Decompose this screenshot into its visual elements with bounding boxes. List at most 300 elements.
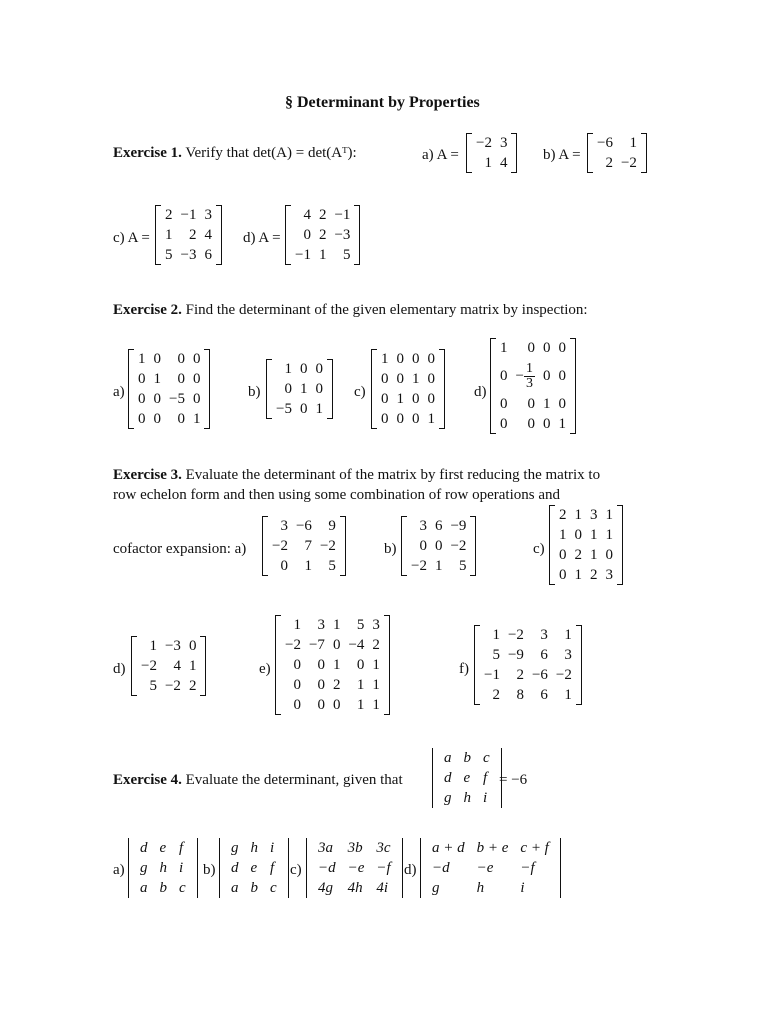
- matrix-entry: −5: [276, 401, 292, 417]
- matrix-entry: 0: [192, 391, 201, 407]
- exercise-1-formula: det(A) = det(Aᵀ):: [252, 145, 357, 161]
- matrix-entry: 1: [434, 558, 443, 574]
- ex3-c-matrix: [549, 505, 623, 585]
- matrix-entry: −f: [376, 860, 391, 876]
- matrix-entry: 1: [304, 558, 312, 574]
- matrix-row: [407, 556, 470, 576]
- left-bracket: [262, 516, 268, 576]
- matrix-entry: 1: [138, 351, 146, 367]
- matrix-entry: f: [270, 860, 275, 876]
- ex1-c-label: c) A =: [113, 230, 150, 246]
- matrix-entry: −e: [347, 860, 365, 876]
- matrix-row: [426, 838, 555, 858]
- matrix-row: [272, 379, 327, 399]
- matrix-entry: −2: [555, 667, 572, 683]
- matrix-entry: −2: [285, 637, 301, 653]
- matrix-entry: −6: [531, 667, 548, 683]
- matrix-entry: i: [270, 840, 275, 856]
- ex2-c-label: c): [354, 384, 366, 400]
- matrix-row: [312, 838, 397, 858]
- matrix-entry: −f: [520, 860, 535, 876]
- matrix-row: [134, 389, 204, 409]
- left-bracket: [285, 205, 291, 265]
- page-title: § Determinant by Properties: [285, 94, 480, 111]
- matrix-entry: 1: [427, 411, 435, 427]
- matrix-entry: g: [444, 790, 452, 806]
- right-bracket: [384, 615, 390, 715]
- matrix-entry: 5: [165, 247, 173, 263]
- matrix-entry: h: [463, 790, 471, 806]
- matrix-entry: 0: [192, 351, 201, 367]
- matrix-row: [291, 225, 354, 245]
- right-bracket: [216, 205, 222, 265]
- matrix-row: [312, 878, 397, 898]
- ex1-a-label: a) A =: [422, 147, 459, 163]
- matrix-entry: 1: [192, 411, 201, 427]
- left-bracket: [474, 625, 480, 705]
- matrix-entry: 0: [396, 371, 404, 387]
- matrix-entry: 0: [605, 547, 613, 563]
- matrix-entry: −9: [507, 647, 524, 663]
- left-bracket: [401, 516, 407, 576]
- matrix-row: [161, 205, 216, 225]
- matrix-entry: 3: [499, 135, 508, 151]
- ex1-a-matrix: [466, 133, 517, 173]
- matrix-entry: 0: [412, 351, 420, 367]
- matrix-entry: a + d: [432, 840, 465, 856]
- matrix-entry: −2: [507, 627, 524, 643]
- matrix-entry: −2: [620, 155, 637, 171]
- left-bracket: [131, 636, 137, 696]
- matrix-entry: 0: [427, 351, 435, 367]
- right-bracket: [470, 516, 476, 576]
- matrix-entry: 3: [317, 617, 325, 633]
- matrix-entry: 2: [318, 227, 327, 243]
- matrix-row: [407, 536, 470, 556]
- ex2-a-label: a): [113, 384, 125, 400]
- left-bracket: [587, 133, 593, 173]
- right-bracket: [286, 838, 289, 898]
- matrix-entry: 0: [138, 411, 146, 427]
- matrix-entry: f: [179, 840, 184, 856]
- matrix-entry: 1: [372, 697, 380, 713]
- matrix-entry: 0: [527, 396, 535, 412]
- matrix-entry: 1: [153, 371, 161, 387]
- right-bracket: [511, 133, 517, 173]
- matrix-entry: −5: [169, 391, 185, 407]
- matrix-entry: 2: [590, 567, 598, 583]
- matrix-entry: 0: [558, 368, 566, 384]
- matrix-row: [480, 685, 576, 705]
- left-bracket: [128, 349, 134, 429]
- matrix-entry: 4: [204, 227, 212, 243]
- matrix-row: [134, 409, 204, 429]
- matrix-row: [377, 389, 439, 409]
- matrix-entry: 6: [434, 518, 443, 534]
- matrix-entry: 1: [381, 351, 389, 367]
- matrix-row: [555, 565, 617, 585]
- matrix-row: [377, 349, 439, 369]
- left-bracket: [219, 838, 222, 898]
- ex2-c-matrix: [371, 349, 445, 429]
- right-bracket: [617, 505, 623, 585]
- matrix-entry: −1: [180, 207, 197, 223]
- ex4-given-value: = −6: [499, 772, 528, 788]
- ex1-d-matrix: [285, 205, 360, 265]
- matrix-row: [281, 655, 384, 675]
- matrix-entry: h: [250, 840, 258, 856]
- matrix-entry: 3: [280, 518, 288, 534]
- matrix-entry: 1: [564, 627, 572, 643]
- matrix-entry: a: [231, 880, 239, 896]
- matrix-entry: 1: [293, 617, 301, 633]
- matrix-row: [555, 525, 617, 545]
- matrix-row: [480, 665, 576, 685]
- matrix-entry: 3: [564, 647, 572, 663]
- matrix-entry: 4: [499, 155, 508, 171]
- matrix-entry: 0: [396, 411, 404, 427]
- matrix-entry: 0: [315, 381, 323, 397]
- matrix-row: [134, 349, 204, 369]
- ex2-b-matrix: [266, 359, 333, 419]
- matrix-entry: 5: [458, 558, 467, 574]
- right-bracket: [570, 338, 576, 434]
- matrix-entry: 5: [492, 647, 500, 663]
- matrix-entry: 0: [559, 567, 567, 583]
- matrix-row: [291, 205, 354, 225]
- matrix-entry: g: [432, 880, 440, 896]
- exercise-2-prompt: [113, 302, 588, 319]
- matrix-entry: 6: [540, 687, 548, 703]
- matrix-entry: i: [483, 790, 488, 806]
- ex3-e-matrix: [275, 615, 390, 715]
- matrix-row: [134, 858, 192, 878]
- matrix-entry: 1: [188, 658, 197, 674]
- matrix-entry: 1: [332, 617, 341, 633]
- right-bracket: [195, 838, 198, 898]
- matrix-entry: 5: [356, 617, 365, 633]
- matrix-row: [134, 838, 192, 858]
- matrix-entry: 1: [356, 697, 365, 713]
- matrix-entry: b: [463, 750, 471, 766]
- matrix-row: [438, 748, 496, 768]
- matrix-entry: 4g: [318, 880, 333, 896]
- ex3-a-matrix: [262, 516, 346, 576]
- matrix-entry: a: [444, 750, 452, 766]
- exercise-1-prompt: [113, 145, 357, 162]
- matrix-entry: b + e: [476, 840, 509, 856]
- matrix-entry: 1: [590, 527, 598, 543]
- matrix-entry: 0: [412, 391, 420, 407]
- matrix-entry: 0: [558, 396, 566, 412]
- left-bracket: [128, 838, 131, 898]
- ex4-a-determinant: [128, 838, 198, 898]
- right-bracket: [558, 838, 561, 898]
- matrix-row: [137, 676, 200, 696]
- ex2-d-matrix: [490, 338, 576, 434]
- matrix-entry: 1: [574, 567, 582, 583]
- ex4-b-label: b): [203, 862, 216, 878]
- matrix-entry: a: [140, 880, 148, 896]
- matrix-entry: 1: [318, 247, 327, 263]
- matrix-entry: 3: [590, 507, 598, 523]
- matrix-entry: h: [159, 860, 167, 876]
- exercise-4-text: Evaluate the determinant, given that: [185, 772, 403, 788]
- matrix-entry: −1: [295, 247, 311, 263]
- ex4-b-determinant: [219, 838, 289, 898]
- exercise-2-text: Find the determinant of the given elementary matrix by inspection:: [185, 302, 588, 318]
- matrix-entry: 1: [484, 155, 492, 171]
- matrix-row: [281, 695, 384, 715]
- matrix-row: [281, 675, 384, 695]
- matrix-entry: 0: [138, 391, 146, 407]
- matrix-entry: 4: [173, 658, 181, 674]
- matrix-entry: 3b: [347, 840, 363, 856]
- matrix-entry: −2: [272, 538, 288, 554]
- matrix-entry: −7: [308, 637, 325, 653]
- ex3-f-matrix: [474, 625, 582, 705]
- matrix-row: [480, 625, 576, 645]
- exercise-1-heading: Exercise 1.: [113, 145, 182, 161]
- right-bracket: [327, 359, 333, 419]
- matrix-entry: −6: [295, 518, 312, 534]
- matrix-entry: 1: [149, 638, 157, 654]
- ex1-b-matrix: [587, 133, 647, 173]
- matrix-entry: 0: [332, 637, 341, 653]
- left-bracket: [155, 205, 161, 265]
- matrix-entry: 2: [492, 687, 500, 703]
- matrix-entry: d: [444, 770, 452, 786]
- matrix-entry: 0: [299, 401, 308, 417]
- matrix-row: [593, 133, 641, 153]
- matrix-entry: 0: [500, 396, 508, 412]
- matrix-entry: d: [140, 840, 148, 856]
- exercise-3-prompt-line1: [113, 467, 600, 484]
- matrix-row: [225, 878, 283, 898]
- matrix-row: [291, 245, 354, 265]
- matrix-entry: c: [270, 880, 277, 896]
- matrix-entry: 0: [293, 697, 301, 713]
- right-bracket: [641, 133, 647, 173]
- matrix-row: [593, 153, 641, 173]
- matrix-entry: 0: [412, 411, 420, 427]
- matrix-entry: −e: [476, 860, 494, 876]
- matrix-row: [272, 399, 327, 419]
- matrix-entry: 5: [342, 247, 351, 263]
- ex1-d-label: d) A =: [243, 230, 281, 246]
- matrix-entry: −d: [318, 860, 336, 876]
- matrix-row: [426, 878, 555, 898]
- matrix-entry: 0: [192, 371, 201, 387]
- matrix-row: [161, 225, 216, 245]
- left-bracket: [549, 505, 555, 585]
- left-bracket: [432, 748, 435, 808]
- matrix-entry: 3c: [376, 840, 391, 856]
- ex3-c-label: c): [533, 541, 545, 557]
- matrix-entry: 0: [559, 547, 567, 563]
- matrix-entry: 0: [419, 538, 427, 554]
- matrix-entry: 2: [516, 667, 524, 683]
- matrix-entry: 2: [188, 227, 197, 243]
- ex4-d-determinant: [420, 838, 561, 898]
- matrix-entry: 0: [293, 677, 301, 693]
- matrix-entry: 1: [492, 627, 500, 643]
- matrix-row: [134, 878, 192, 898]
- exercise-1-text: Verify that: [185, 145, 250, 161]
- right-bracket: [200, 636, 206, 696]
- left-bracket: [275, 615, 281, 715]
- matrix-entry: 3: [540, 627, 548, 643]
- matrix-entry: g: [140, 860, 148, 876]
- matrix-entry: 1: [372, 677, 380, 693]
- matrix-row: [472, 153, 511, 173]
- matrix-row: [268, 556, 340, 576]
- matrix-entry: 3: [372, 617, 380, 633]
- matrix-entry: 3: [419, 518, 427, 534]
- matrix-entry: 3: [204, 207, 212, 223]
- matrix-entry: c: [179, 880, 186, 896]
- matrix-entry: 0: [177, 371, 185, 387]
- matrix-row: [268, 536, 340, 556]
- ex2-b-label: b): [248, 384, 261, 400]
- ex4-a-label: a): [113, 862, 125, 878]
- matrix-entry: 0: [427, 371, 435, 387]
- matrix-entry: 1: [500, 340, 508, 356]
- matrix-entry: 0: [299, 361, 308, 377]
- ex3-d-label: d): [113, 661, 126, 677]
- matrix-row: [496, 358, 570, 394]
- matrix-entry: 0: [527, 416, 535, 432]
- matrix-entry: 1: [605, 527, 613, 543]
- matrix-entry: −2: [476, 135, 492, 151]
- exercise-3-text-1: Evaluate the determinant of the matrix by first reducing the matrix to: [185, 467, 601, 483]
- left-bracket: [490, 338, 496, 434]
- matrix-entry: d: [231, 860, 239, 876]
- matrix-entry: 0: [293, 657, 301, 673]
- matrix-entry: 0: [284, 381, 292, 397]
- matrix-entry: b: [159, 880, 167, 896]
- matrix-entry: 2: [188, 678, 197, 694]
- matrix-row: [272, 359, 327, 379]
- matrix-entry: e: [250, 860, 258, 876]
- matrix-row: [480, 645, 576, 665]
- right-bracket: [340, 516, 346, 576]
- matrix-entry: −6: [597, 135, 613, 151]
- matrix-entry: 2: [559, 507, 567, 523]
- matrix-entry: 2: [318, 207, 327, 223]
- matrix-entry: − $\frac{1}{3}$: [515, 360, 533, 391]
- matrix-entry: 0: [317, 677, 325, 693]
- matrix-entry: e: [463, 770, 471, 786]
- matrix-entry: 0: [500, 368, 508, 384]
- matrix-entry: 9: [328, 518, 336, 534]
- matrix-entry: 8: [516, 687, 524, 703]
- matrix-entry: 1: [372, 657, 380, 673]
- matrix-entry: 1: [559, 527, 567, 543]
- matrix-entry: 0: [303, 227, 311, 243]
- matrix-entry: −3: [334, 227, 351, 243]
- matrix-entry: 1: [299, 381, 308, 397]
- matrix-row: [377, 369, 439, 389]
- matrix-entry: 0: [542, 416, 551, 432]
- matrix-entry: 0: [138, 371, 146, 387]
- ex3-f-label: f): [459, 661, 469, 677]
- left-bracket: [371, 349, 377, 429]
- left-bracket: [420, 838, 423, 898]
- matrix-entry: c: [483, 750, 490, 766]
- matrix-entry: 1: [574, 507, 582, 523]
- matrix-entry: 2: [372, 637, 380, 653]
- matrix-entry: 1: [396, 391, 404, 407]
- matrix-row: [472, 133, 511, 153]
- exercise-4-prompt: [113, 772, 403, 789]
- matrix-entry: 1: [412, 371, 420, 387]
- matrix-entry: 0: [396, 351, 404, 367]
- matrix-entry: 0: [558, 340, 566, 356]
- matrix-entry: 0: [356, 657, 365, 673]
- matrix-entry: −2: [450, 538, 467, 554]
- matrix-row: [281, 635, 384, 655]
- matrix-entry: 0: [381, 391, 389, 407]
- ex4-given-determinant: [432, 748, 502, 808]
- ex4-d-label: d): [404, 862, 417, 878]
- matrix-entry: 4i: [376, 880, 389, 896]
- matrix-entry: 0: [542, 368, 551, 384]
- matrix-entry: −2: [411, 558, 427, 574]
- matrix-entry: 1: [284, 361, 292, 377]
- matrix-entry: 4h: [347, 880, 363, 896]
- matrix-entry: 0: [317, 657, 325, 673]
- matrix-entry: 3a: [318, 840, 333, 856]
- matrix-entry: −3: [164, 638, 181, 654]
- ex2-d-label: d): [474, 384, 487, 400]
- matrix-entry: 0: [317, 697, 325, 713]
- matrix-entry: 0: [188, 638, 197, 654]
- matrix-entry: −4: [348, 637, 365, 653]
- exercise-3-text-2: row echelon form and then using some combination of row operations and: [113, 487, 560, 503]
- matrix-entry: 1: [558, 416, 566, 432]
- matrix-entry: −9: [450, 518, 467, 534]
- matrix-entry: i: [520, 880, 525, 896]
- right-bracket: [354, 205, 360, 265]
- ex4-c-determinant: [306, 838, 403, 898]
- ex4-c-label: c): [290, 862, 302, 878]
- ex2-a-matrix: [128, 349, 210, 429]
- matrix-entry: 0: [332, 697, 341, 713]
- matrix-row: [496, 338, 570, 358]
- matrix-entry: −1: [484, 667, 500, 683]
- ex3-d-matrix: [131, 636, 206, 696]
- left-bracket: [266, 359, 272, 419]
- matrix-entry: b: [250, 880, 258, 896]
- matrix-row: [407, 516, 470, 536]
- matrix-entry: 0: [315, 361, 323, 377]
- right-bracket: [439, 349, 445, 429]
- matrix-entry: −2: [141, 658, 157, 674]
- matrix-entry: 0: [280, 558, 288, 574]
- matrix-entry: g: [231, 840, 239, 856]
- matrix-entry: −3: [180, 247, 197, 263]
- ex3-b-label: b): [384, 541, 397, 557]
- matrix-row: [555, 545, 617, 565]
- matrix-entry: −2: [164, 678, 181, 694]
- matrix-entry: f: [483, 770, 488, 786]
- matrix-entry: c + f: [520, 840, 549, 856]
- matrix-entry: h: [476, 880, 485, 896]
- right-bracket: [400, 838, 403, 898]
- matrix-entry: 1: [315, 401, 323, 417]
- matrix-entry: 0: [527, 340, 535, 356]
